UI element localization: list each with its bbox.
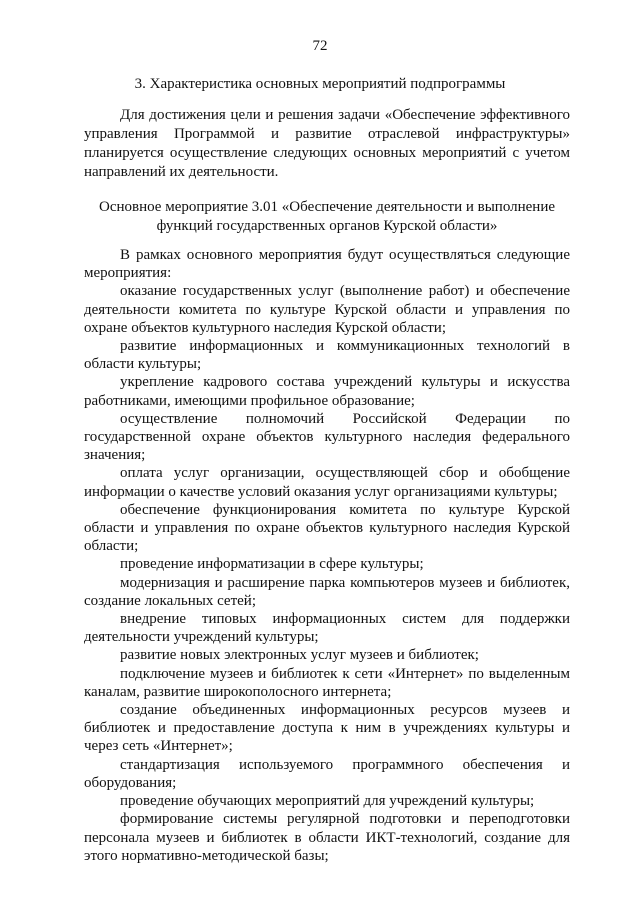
list-paragraph: развитие информационных и коммуникационных технологий в области культуры; xyxy=(84,338,570,373)
list-paragraph: оказание государственных услуг (выполнение работ) и обеспечение деятельности комитета по культуре Курской области и управления по охране объектов культурного наследия Курской области; xyxy=(84,283,570,336)
list-paragraph: внедрение типовых информационных систем для поддержки деятельности учреждений культуры; xyxy=(84,611,570,646)
list-paragraph: обеспечение функционирования комитета по культуре Курской области и управления по охране объектов культурного наследия Курской области; xyxy=(84,501,570,555)
list-paragraph: осуществление полномочий Российской Федерации по государственной охране объектов культурного наследия федерального значения; xyxy=(84,410,570,464)
section-heading: 3. Характеристика основных мероприятий подпрограммы xyxy=(134,76,506,92)
list-paragraph: укрепление кадрового состава учреждений культуры и искусства работниками, имеющими профильное образование; xyxy=(84,374,570,409)
list-paragraph: оплата услуг организации, осуществляющей сбор и обобщение информации о качестве условий оказания услуг организациями культуры; xyxy=(84,465,570,500)
list-paragraph: стандартизация используемого программного обеспечения и оборудования; xyxy=(84,756,570,791)
list-paragraph: модернизация и расширение парка компьютеров музеев и библиотек, создание локальных сетей; xyxy=(84,574,570,609)
event-list xyxy=(84,246,570,865)
list-paragraph: создание объединенных информационных ресурсов музеев и библиотек и предоставление доступа к ним в учреждениях культуры и через сеть «Интернет»; xyxy=(84,702,570,755)
main-event-heading: Основное мероприятие 3.01 «Обеспечение деятельности и выполнение функций государственных органов Курской области» xyxy=(98,199,555,234)
page-number: 72 xyxy=(312,38,328,54)
list-paragraph: формирование системы регулярной подготовки и переподготовки персонала музеев и библиотек в области ИКТ-технологий, создание для этого нормативно-методической базы; xyxy=(84,811,570,864)
intro-paragraph: Для достижения цели и решения задачи «Обеспечение эффективного управления Программой и развитие отраслевой инфраструктуры» планируется осуществление следующих основных мероприятий с учетом направлений их деятельности. xyxy=(84,107,570,180)
list-paragraph: проведение информатизации в сфере культуры; xyxy=(120,556,424,573)
list-paragraph: развитие новых электронных услуг музеев и библиотек; xyxy=(120,647,479,664)
list-paragraph: В рамках основного мероприятия будут осуществляться следующие мероприятия: xyxy=(84,247,570,282)
list-paragraph: проведение обучающих мероприятий для учреждений культуры; xyxy=(120,793,535,810)
list-paragraph: подключение музеев и библиотек к сети «Интернет» по выделенным каналам, развитие широкополосного интернета; xyxy=(84,665,570,700)
